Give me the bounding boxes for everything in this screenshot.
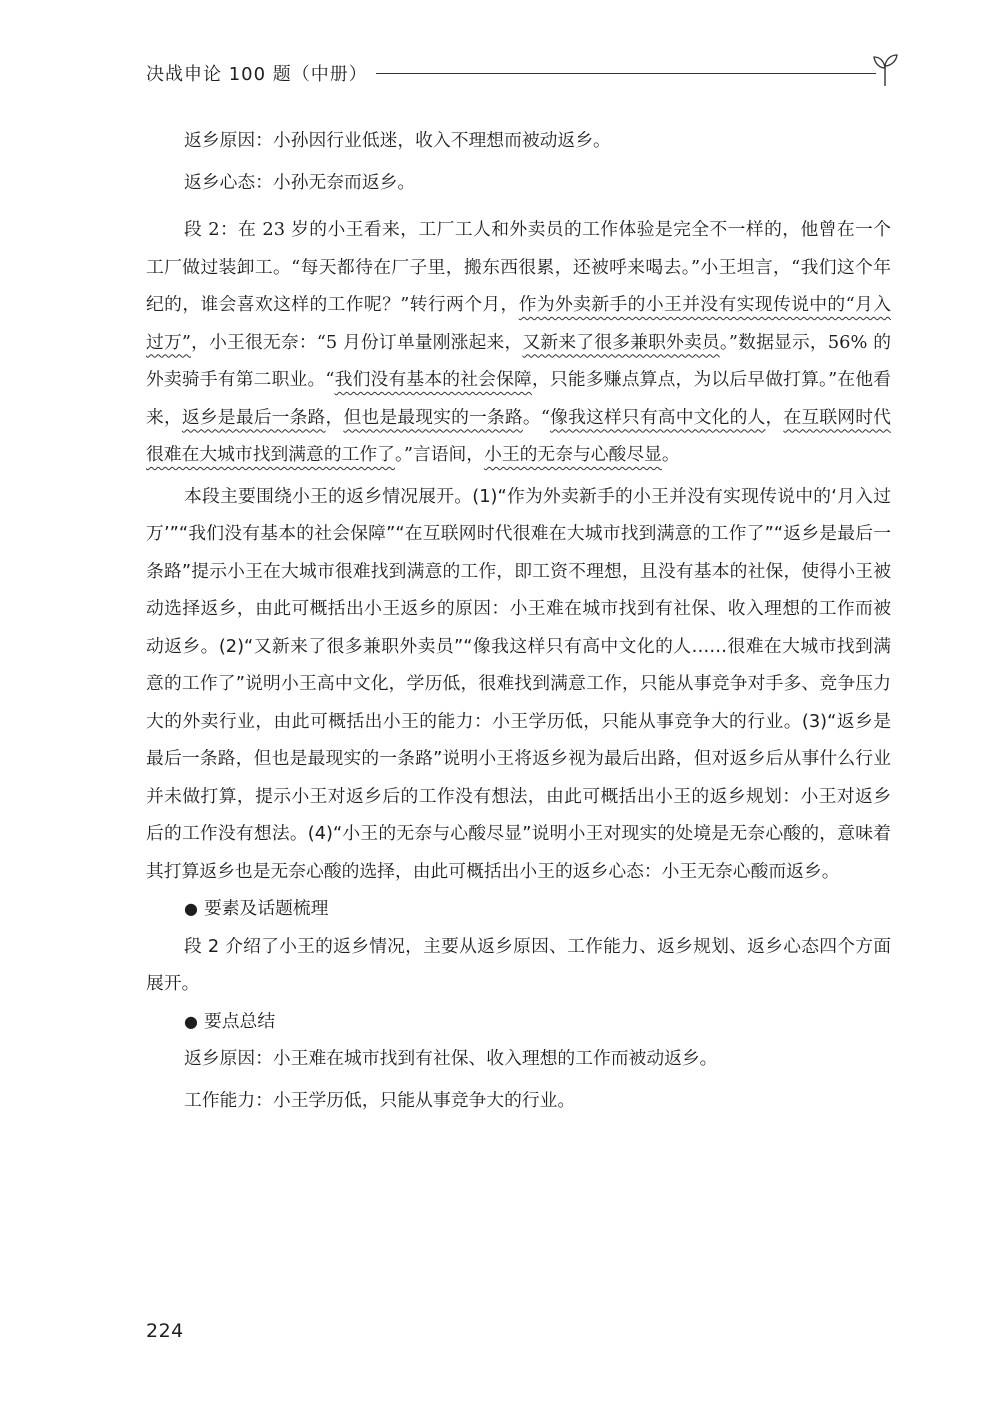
passage-underline: 又新来了很多兼职外卖员 xyxy=(522,331,720,353)
elements-heading-text: 要素及话题梳理 xyxy=(203,898,329,919)
mindset-text: 小孙无奈而返乡。 xyxy=(272,171,416,193)
passage-text: 。”数据显示，56% 的外卖骑手有第二职业。“ xyxy=(146,331,891,390)
summary-ability-label: 工作能力： xyxy=(184,1089,273,1111)
passage-underline: 我们没有基本的社会保障 xyxy=(334,369,532,390)
passage-underline: 像我这样只有高中文化的人 xyxy=(549,406,766,428)
reason-text: 小孙因行业低迷，收入不理想而被动返乡。 xyxy=(272,130,611,151)
passage-text: 。 xyxy=(661,444,680,465)
previous-summary-reason xyxy=(146,122,891,160)
page-number: 224 xyxy=(146,1320,184,1342)
summary-ability xyxy=(146,1082,891,1120)
book-title: 决战申论 100 题（中册） xyxy=(146,64,368,85)
passage-underline: 作为外卖新手的小王并没有实现传说中的“月入过万” xyxy=(146,294,891,353)
passage-underline: 返乡是最后一条路 xyxy=(181,406,326,428)
summary-heading-text: 要点总结 xyxy=(203,1010,276,1032)
summary-reason-label: 返乡原因： xyxy=(184,1048,273,1069)
passage-text: ， xyxy=(325,406,344,428)
passage-underline: 小王的无奈与心酸尽显 xyxy=(484,444,662,465)
page-header xyxy=(146,52,906,92)
summary-reason xyxy=(146,1040,891,1078)
previous-summary-mindset xyxy=(146,164,891,202)
header-rule xyxy=(376,73,876,74)
summary-reason-text: 小王难在城市找到有社保、收入理想的工作而被动返乡。 xyxy=(272,1048,718,1069)
passage-text: ，只能多赚点算点，为以后早做打算。”在他看来， xyxy=(146,369,891,428)
elements-heading xyxy=(146,890,891,928)
sprout-icon xyxy=(870,52,900,88)
summary-ability-text: 小王学历低，只能从事竞争大的行业。 xyxy=(272,1089,576,1111)
source-passage xyxy=(146,211,891,474)
passage-text: ， xyxy=(765,406,784,428)
passage-underline: 在互联网时代很难在大城市找到满意的工作了 xyxy=(146,406,891,465)
bullet-icon: ● xyxy=(184,899,198,918)
passage-underline: 但也是最现实的一条路 xyxy=(343,406,523,428)
bullet-icon: ● xyxy=(184,1011,198,1031)
reason-label: 返乡原因： xyxy=(184,130,273,151)
passage-text: ，小王很无奈：“5 月份订单量刚涨起来， xyxy=(190,331,523,353)
passage-text: 。“ xyxy=(522,406,550,428)
page-content xyxy=(146,122,891,1119)
summary-heading xyxy=(146,1003,891,1041)
analysis-paragraph: 本段主要围绕小王的返乡情况展开。(1)“作为外卖新手的小王并没有实现传说中的‘月入过万’”“我们没有基本的社会保障”“在互联网时代很难在大城市找到满意的工作了”“返乡是最后一条路”提示小王在大城市很难找到满意的工作，即工资不理想，且没有基本的社保，使得小王被动选择返乡，由此可概括出小王返乡的原因：小王难在城市找到有社保、收入理想的工作而被动返乡。(2)“又新来了很多兼职外卖员”“像我这样只有高中文化的人……很难在大城市找到满意的工作了”说明小王高中文化，学历低，很难找到满意工作，只能从事竞争对手多、竞争压力大的外卖行业，由此可概括出小王的能力：小王学历低，只能从事竞争大的行业。(3)“返乡是最后一条路，但也是最现实的一条路”说明小王将返乡视为最后出路，但对返乡后从事什么行业并未做打算，提示小王对返乡后的工作没有想法，由此可概括出小王的返乡规划：小王对返乡后的工作没有想法。(4)“小王的无奈与心酸尽显”说明小王对现实的处境是无奈心酸的，意味着其打算返乡也是无奈心酸的选择，由此可概括出小王的返乡心态：小王无奈心酸而返乡。 xyxy=(146,485,891,882)
elements-paragraph: 段 2 介绍了小王的返乡情况，主要从返乡原因、工作能力、返乡规划、返乡心态四个方面展开。 xyxy=(146,935,891,994)
passage-text: 段 2：在 23 岁的小王看来，工厂工人和外卖员的工作体验是完全不一样的，他曾在一个工厂做过装卸工。“每天都待在厂子里，搬东西很累，还被呼来喝去。”小王坦言，“我们这个年纪的，谁会喜欢这样的工作呢？”转行两个月， xyxy=(146,219,891,315)
mindset-label: 返乡心态： xyxy=(184,171,273,193)
passage-text: 。”言语间， xyxy=(394,444,485,465)
